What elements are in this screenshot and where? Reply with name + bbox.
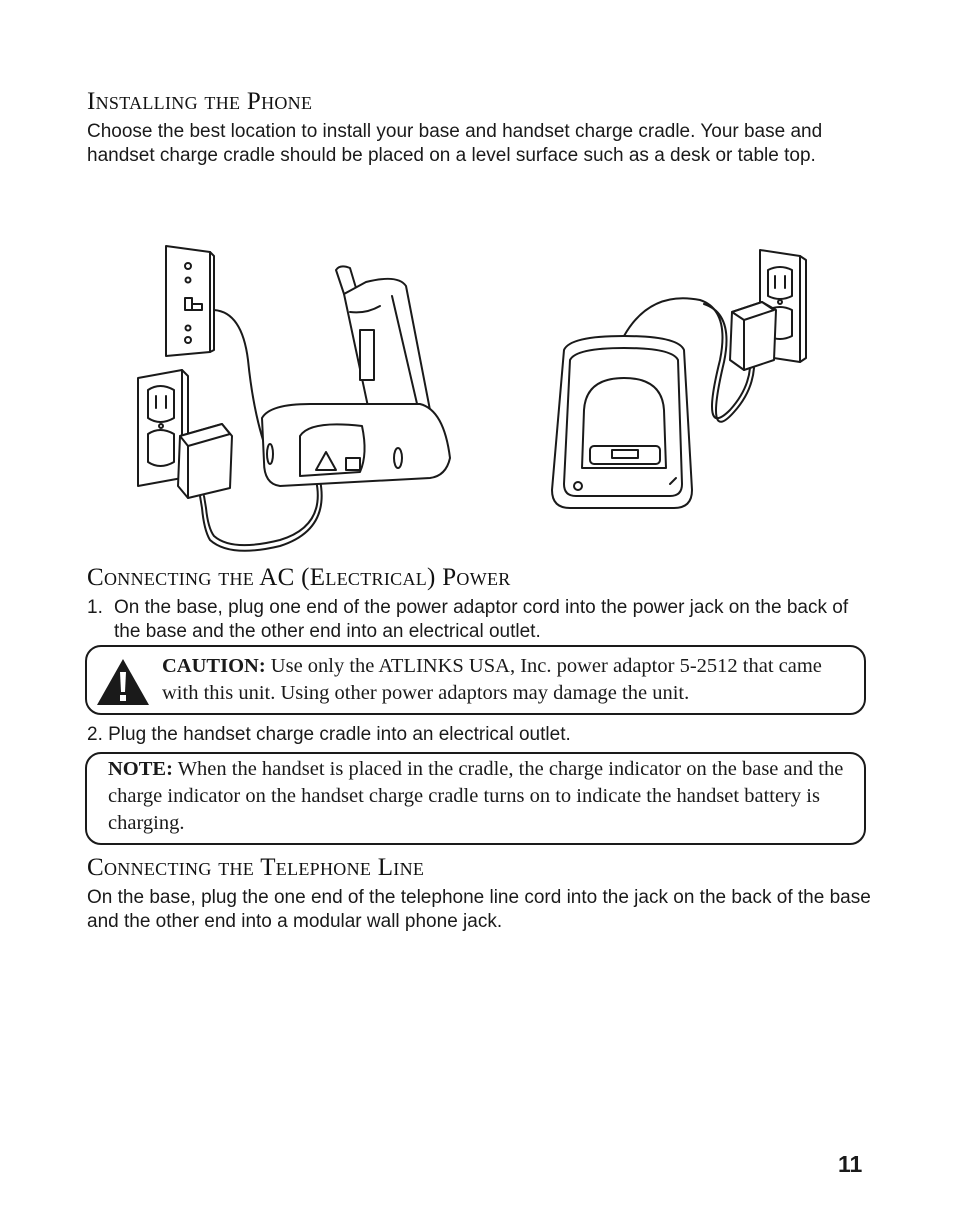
page-number: 11 [838,1151,863,1177]
handset-cradle-icon [552,336,692,508]
note-text [108,756,853,837]
caution-label: CAUTION: [162,655,266,677]
caution-text [162,653,852,707]
warning-icon [95,656,151,708]
step-text: On the base, plug one end of the power adaptor cord into the power jack on the back of the base and the other end into an electrical outlet. [114,597,849,642]
note-label: NOTE: [108,758,173,780]
step-number: 1. [87,597,103,618]
phone-base-icon [262,266,450,486]
section-heading-ac-power: Connecting the AC (Electrical) Power [87,564,511,591]
ac-power-step-1 [87,596,877,644]
telephone-line-paragraph: On the base, plug the one end of the telephone line cord into the jack on the back of the base and the other end into a modular wall phone jack. [87,887,871,932]
note-body: When the handset is placed in the cradle, the charge indicator on the base and the charge indicator on the handset charge cradle turns on to indicate the handset battery is charging. [108,758,844,834]
section-heading-telephone-line: Connecting the Telephone Line [87,854,425,881]
installation-illustration [130,240,830,560]
installing-paragraph: Choose the best location to install your base and handset charge cradle. Your base and handset charge cradle should be placed on a level surface such as a desk or table top. [87,121,823,166]
wall-phone-jack-icon [166,246,214,356]
section-heading-installing: Installing the Phone [87,88,313,115]
caution-body: Use only the ATLINKS USA, Inc. power adaptor 5-2512 that came with this unit. Using other power adaptors may damage the unit. [162,655,822,704]
ac-power-step-2: 2. Plug the handset charge cradle into an electrical outlet. [87,724,571,745]
